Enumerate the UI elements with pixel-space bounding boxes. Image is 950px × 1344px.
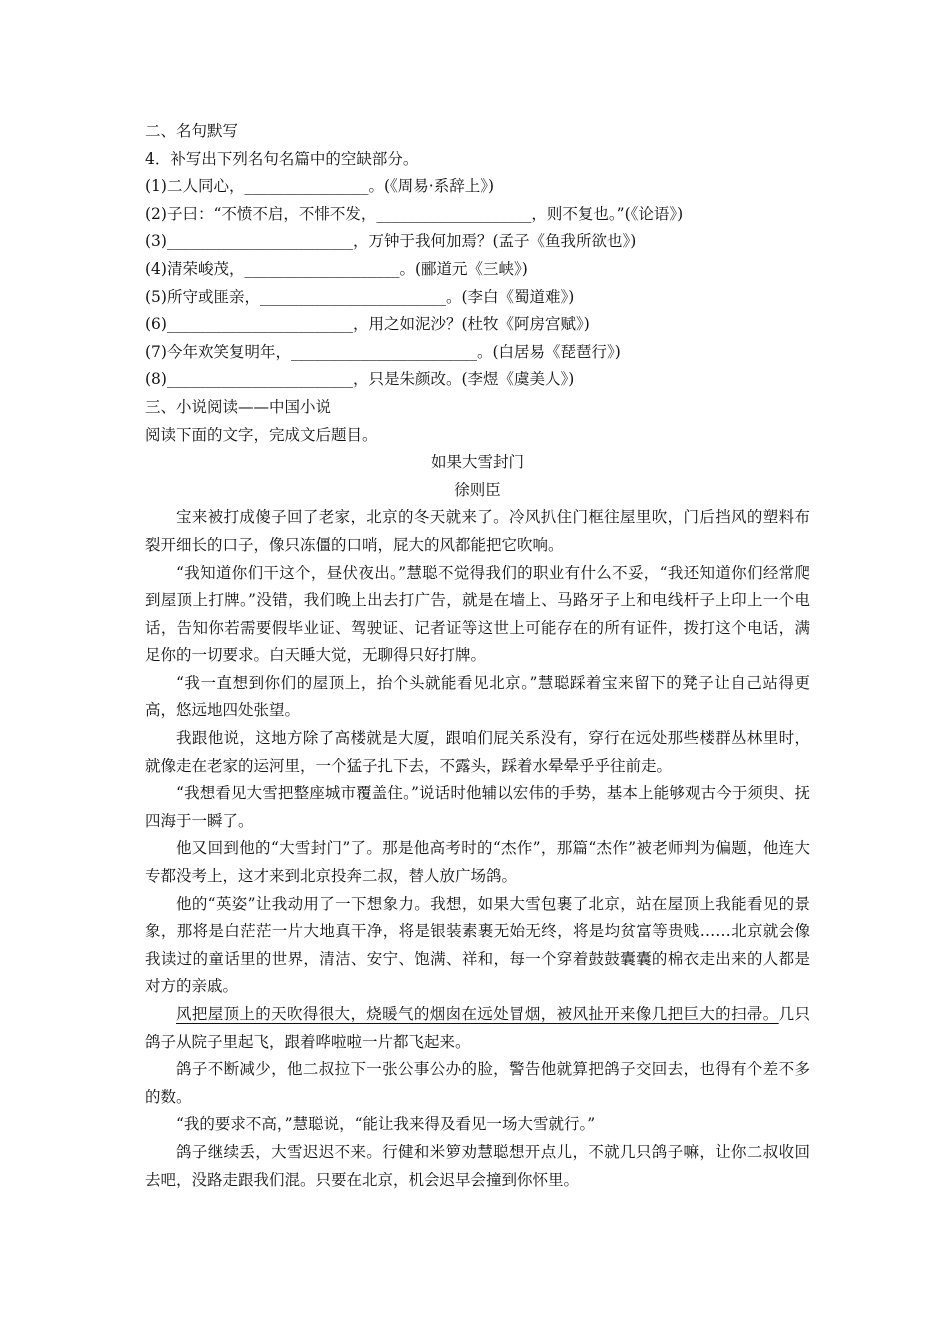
question-4: 4．补写出下列名句名篇中的空缺部分。 bbox=[145, 149, 419, 168]
underlined-sentence: 风把屋顶上的天吹得很大，烧暖气的烟囱在远处冒烟，被风扯开来像几把巨大的扫帚。 bbox=[176, 1005, 779, 1023]
story-paragraph: “我的要求不高，”慧聪说，“能让我来得及看见一场大雪就行。” bbox=[176, 1115, 596, 1134]
story-paragraph: “我想看见大雪把整座城市覆盖住。”说话时他辅以宏伟的手势，基本上能够观古今于须臾、抚四海于一瞬了。 bbox=[145, 784, 810, 830]
story-paragraph-underlined bbox=[145, 1001, 810, 1056]
story-paragraph: “我一直想到你们的屋顶上，抬个头就能看见北京。”慧聪踩着宝来留下的凳子让自己站得更高，悠远地四处张望。 bbox=[145, 673, 810, 720]
fill-item-4: (4)清荣峻茂，____________________。(郦道元《三峡》) bbox=[145, 259, 528, 278]
story-paragraph: 鸽子继续丢，大雪迟迟不来。行健和米箩劝慧聪想开点儿，不就几只鸽子嘛，让你二叔收回去吧，没路走跟我们混。只要在北京，机会迟早会撞到你怀里。 bbox=[145, 1142, 810, 1189]
fill-item-8: (8)________________________，只是朱颜改。(李煜《虞美人》) bbox=[145, 370, 575, 389]
story-paragraph: 他的“英姿”让我动用了一下想象力。我想，如果大雪包裹了北京，站在屋顶上我能看见的景象，那将是白茫茫一片大地真干净，将是银装素裹无始无终，将是均贫富等贵贱……北京就会像我读过的童话里的世界，清洁、安宁、饱满、祥和，每一个穿着鼓鼓囊囊的棉衣走出来的人都是对方的亲戚。 bbox=[145, 894, 810, 996]
reading-instruction: 阅读下面的文字，完成文后题目。 bbox=[145, 425, 378, 444]
story-paragraph: “我知道你们干这个，昼伏夜出。”慧聪不觉得我们的职业有什么不妥，“我还知道你们经常爬到屋顶上打牌。”没错，我们晚上出去打广告，就是在墙上、马路牙子上和电线杆子上印上一个电话，告知你若需要假毕业证、驾驶证、记者证等这世上可能存在的所有证件，拨打这个电话，满足你的一切要求。白天睡大觉，无聊得只好打牌。 bbox=[145, 563, 810, 665]
story-paragraph: 我跟他说，这地方除了高楼就是大厦，跟咱们屁关系没有，穿行在远处那些楼群丛林里时，就像走在老家的运河里，一个猛子扎下去，不露头，踩着水晕晕乎乎往前走。 bbox=[145, 729, 810, 775]
fill-item-1: (1)二人同心，________________。(《周易·系辞上》) bbox=[145, 177, 494, 196]
document-page bbox=[145, 118, 810, 1194]
story-author: 徐则臣 bbox=[454, 480, 501, 499]
story-title: 如果大雪封门 bbox=[430, 453, 524, 472]
section-heading-famous-lines: 二、名句默写 bbox=[145, 122, 239, 140]
story-paragraph: 他又回到他的“大雪封门”了。那是他高考时的“杰作”，那篇“杰作”被老师判为偏题，他连大专都没考上，这才来到北京投奔二叔，替人放广场鸽。 bbox=[145, 839, 810, 886]
fill-item-2: (2)子曰：“不愤不启，不悱不发，____________________，则不复也。”(《论语》) bbox=[145, 204, 684, 223]
fill-item-6: (6)________________________，用之如泥沙？(杜牧《阿房宫赋》) bbox=[145, 315, 590, 334]
fill-item-5: (5)所守或匪亲，________________________。(李白《蜀道难》) bbox=[145, 287, 575, 306]
section-heading-novel-reading: 三、小说阅读——中国小说 bbox=[145, 397, 332, 416]
following-sentence: 几只鸽子从院子里起飞，跟着哗啦啦一片都飞起来。 bbox=[145, 1005, 810, 1051]
story-paragraph: 鸽子不断减少，他二叔拉下一张公事公办的脸，警告他就算把鸽子交回去，也得有个差不多的数。 bbox=[145, 1060, 810, 1106]
fill-item-3: (3)________________________，万钟于我何加焉？(孟子《鱼我所欲也》) bbox=[145, 232, 637, 251]
story-paragraph: 宝来被打成傻子回了老家，北京的冬天就来了。冷风扒住门框往屋里吹，门后挡风的塑料布裂开细长的口子，像只冻僵的口哨，屁大的风都能把它吹响。 bbox=[145, 508, 810, 554]
fill-item-7: (7)今年欢笑复明年，________________________。(白居易《琵琶行》) bbox=[145, 342, 621, 361]
